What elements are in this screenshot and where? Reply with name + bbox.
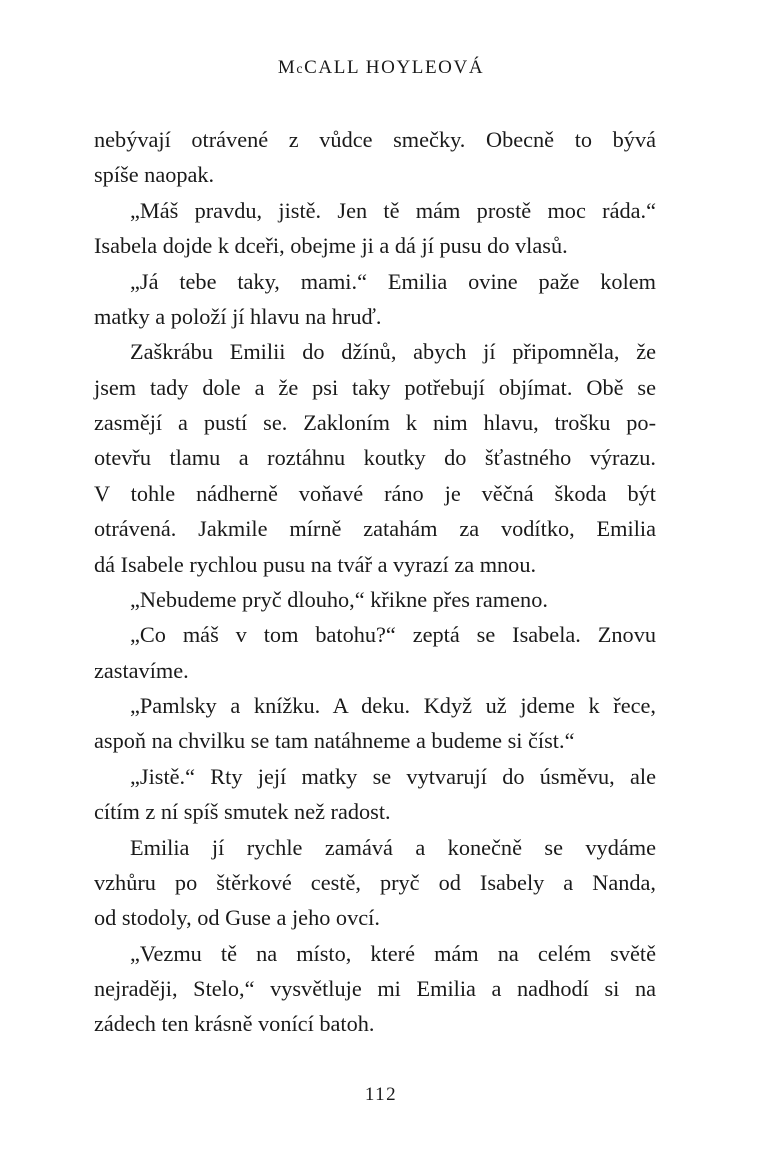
text-line: „Pamlsky a knížku. A deku. Když už jdeme k řece,: [130, 693, 656, 718]
text-line: aspoň na chvilku se tam natáhneme a budeme si číst.“: [94, 728, 575, 754]
text-line: „Co máš v tom batohu?“ zeptá se Isabela. Znovu: [130, 622, 656, 648]
text-line: cítím z ní spíš smutek než radost.: [94, 799, 391, 825]
text-line: nejraději, Stelo,“ vysvětluje mi Emilia a nadhodí si na: [94, 976, 656, 1001]
text-line: jsem tady dole a že psi taky potřebují objímat. Obě se: [94, 374, 656, 400]
running-head-rest: CALL HOYLEOVÁ: [304, 57, 485, 78]
text-line: V tohle nádherně voňavé ráno je věčná škoda být: [94, 480, 656, 506]
text-line: Zaškrábu Emilii do džínů, abych jí připomněla, že: [130, 339, 656, 365]
text-line: „Já tebe taky, mami.“ Emilia ovine paže kolem: [130, 268, 656, 294]
text-line: vzhůru po štěrkové cestě, pryč od Isabely a Nanda,: [94, 869, 656, 895]
text-line: „Jistě.“ Rty její matky se vytvarují do úsměvu, ale: [130, 763, 656, 789]
text-line: „Nebudeme pryč dlouho,“ křikne přes rameno.: [130, 586, 548, 612]
text-line: matky a položí jí hlavu na hruď.: [94, 303, 382, 329]
text-line: dá Isabele rychlou pusu na tvář a vyrazí za mnou.: [94, 551, 537, 577]
page-body: [94, 122, 656, 1042]
text-line: spíše naopak.: [94, 162, 215, 188]
text-line: zádech ten krásně vonící batoh.: [94, 1011, 375, 1037]
text-line: „Vezmu tě na místo, které mám na celém světě: [130, 940, 656, 966]
running-head-small-cap: c: [296, 62, 305, 77]
running-head-initial: M: [277, 57, 297, 78]
text-line: zastavíme.: [94, 657, 189, 683]
page-number: 112: [364, 1084, 398, 1105]
text-line: od stodoly, od Guse a jeho ovcí.: [94, 905, 380, 931]
running-head: [0, 56, 762, 82]
text-line: zasmějí a pustí se. Zakloním k nim hlavu, trošku po-: [94, 410, 656, 435]
text-line: Isabela dojde k dceři, obejme ji a dá jí pusu do vlasů.: [94, 233, 568, 259]
text-line: otrávená. Jakmile mírně zatahám za vodítko, Emilia: [94, 516, 656, 542]
text-line: nebývají otrávené z vůdce smečky. Obecně to bývá: [94, 127, 656, 152]
text-line: Emilia jí rychle zamává a konečně se vydáme: [130, 834, 656, 860]
text-line: „Máš pravdu, jistě. Jen tě mám prostě moc ráda.“: [130, 197, 656, 223]
text-line: otevřu tlamu a roztáhnu koutky do šťastného výrazu.: [94, 445, 656, 471]
